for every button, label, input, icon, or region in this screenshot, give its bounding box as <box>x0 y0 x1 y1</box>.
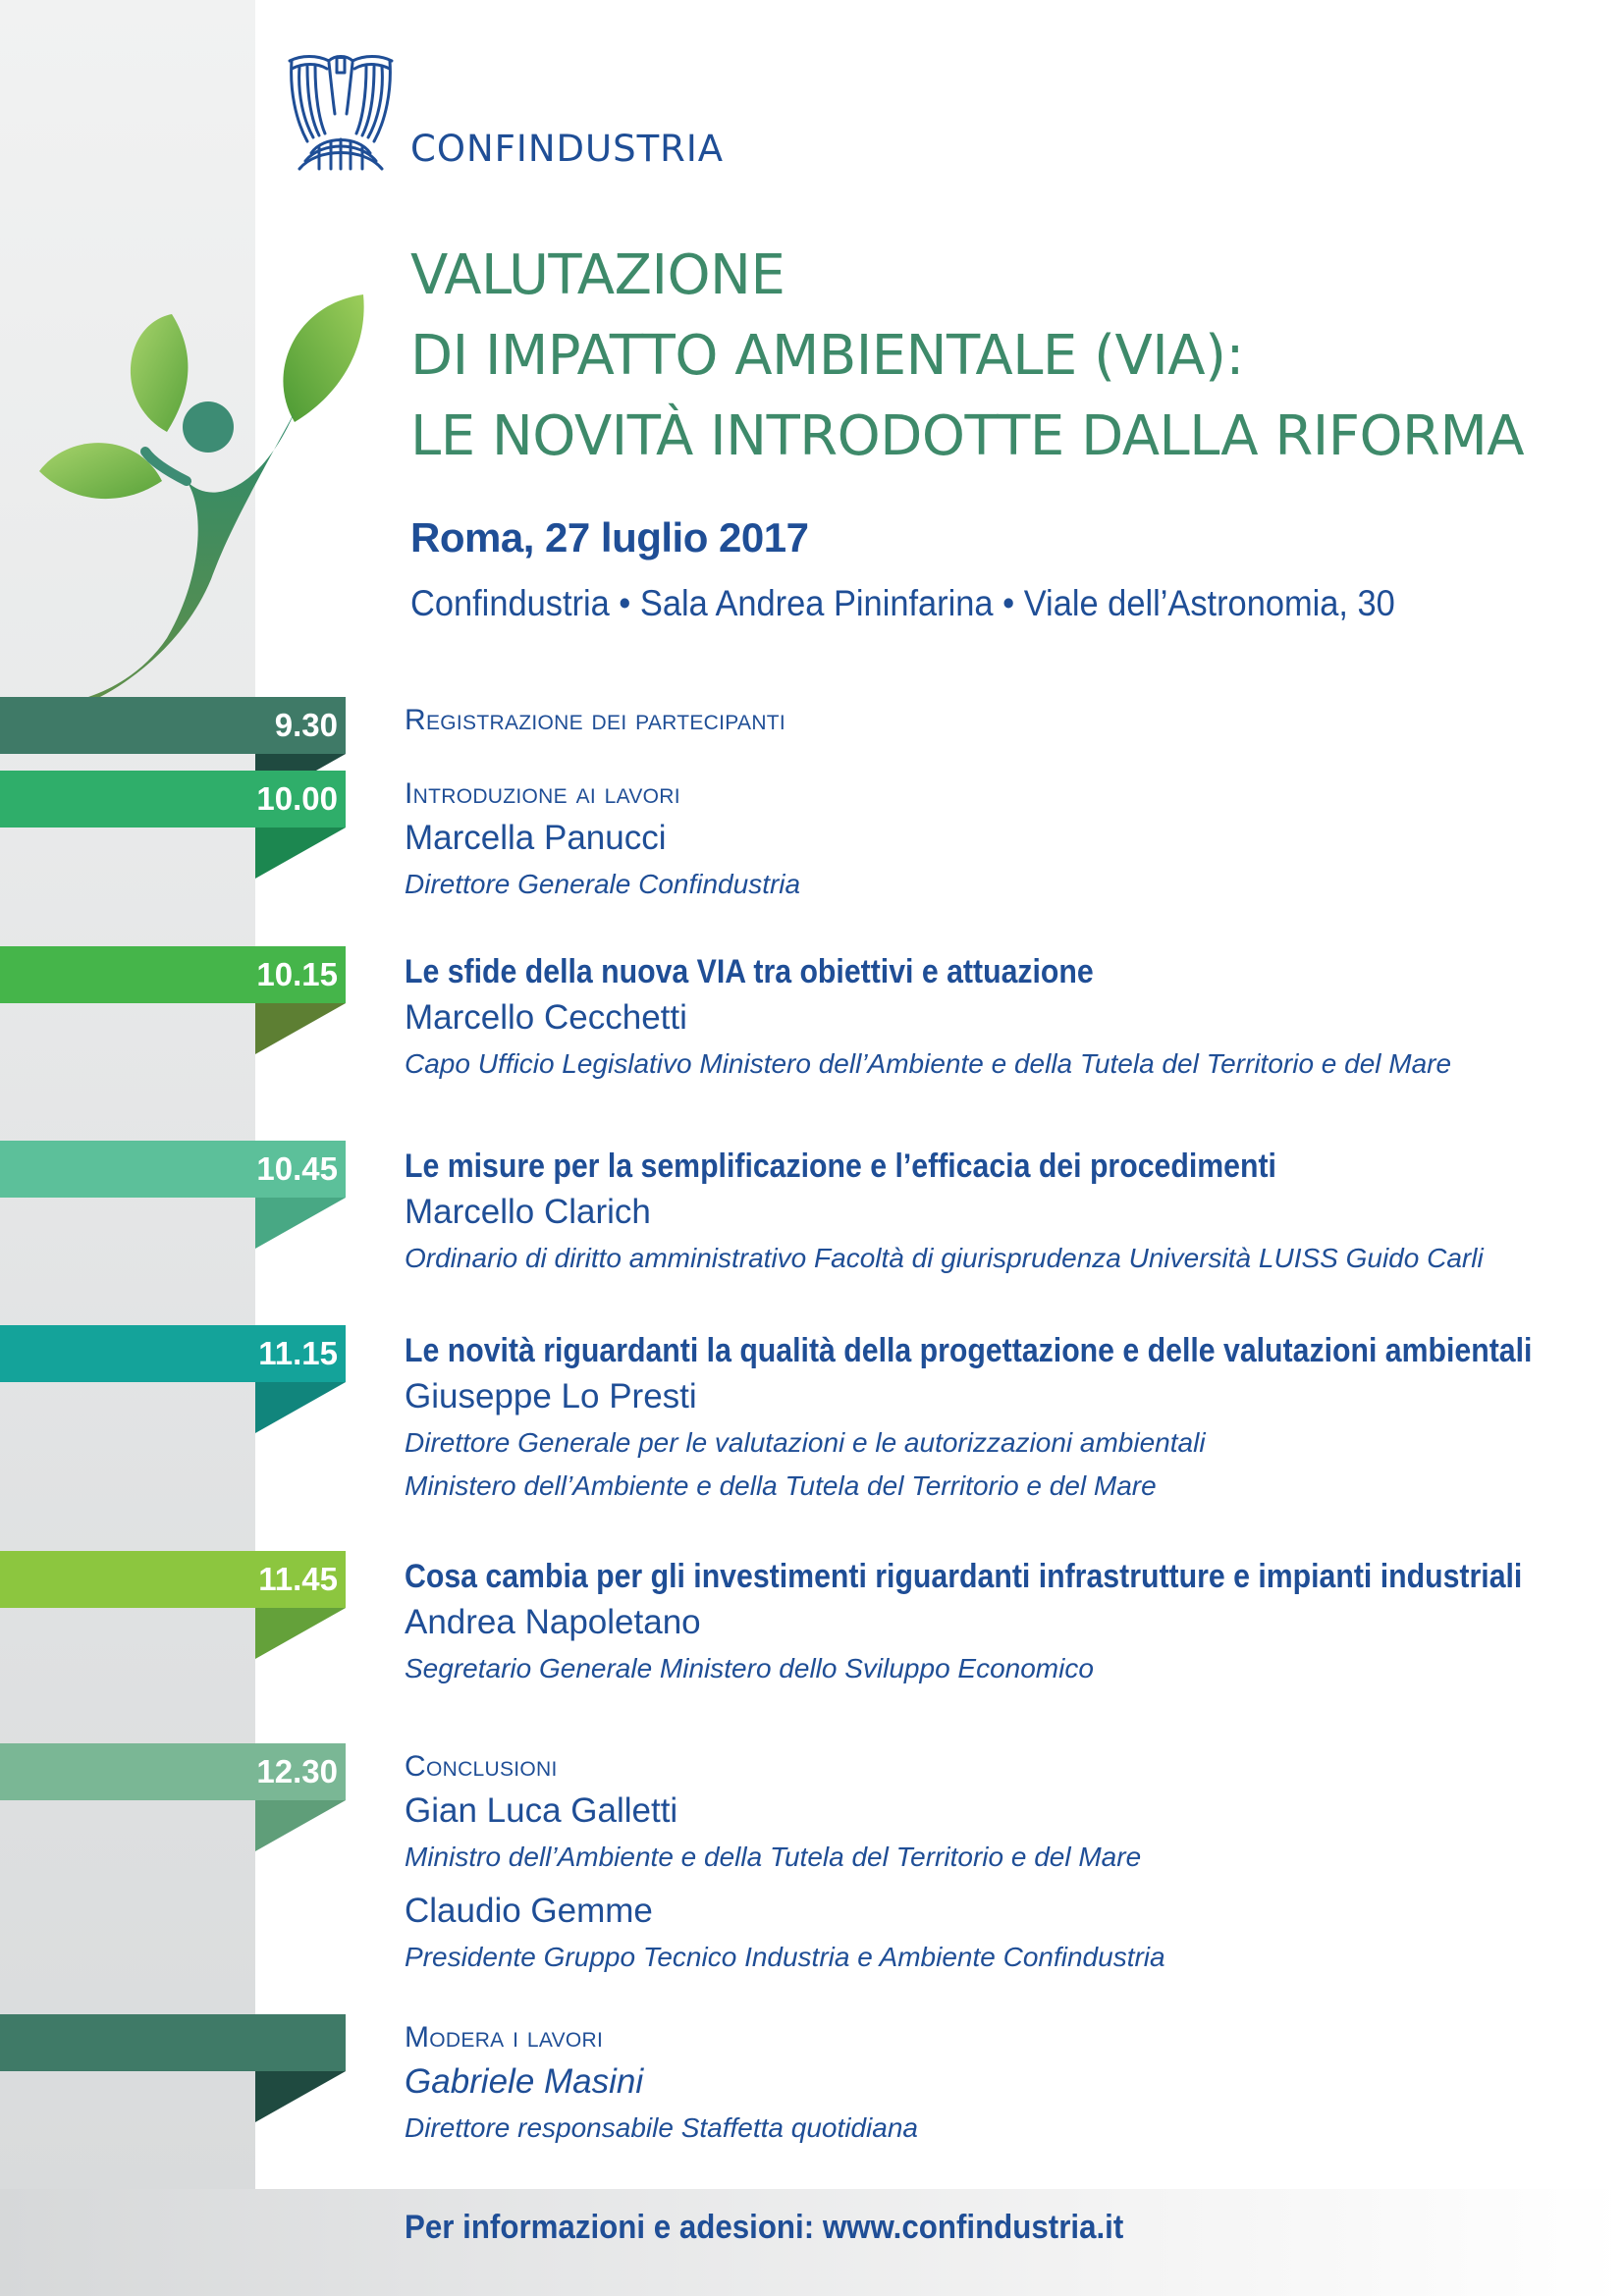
ribbon-fold <box>255 1608 346 1659</box>
slot-label: Introduzione ai lavori <box>405 777 680 810</box>
time-label: 12.30 <box>256 1753 338 1789</box>
program-slot <box>405 1145 1602 1280</box>
speaker-role: Direttore Generale Confindustria <box>405 869 801 899</box>
footer-info: Per informazioni e adesioni: www.confindustria.it <box>405 2209 1124 2246</box>
time-bar <box>0 1141 346 1198</box>
program-slot <box>405 1555 1602 1690</box>
speaker-name: Claudio Gemme <box>405 1892 653 1930</box>
event-venue: Confindustria • Sala Andrea Pininfarina • Viale dell’Astronomia, 30 <box>410 583 1395 623</box>
event-date: Roma, 27 luglio 2017 <box>410 514 809 561</box>
speaker-role: Direttore responsabile Staffetta quotidiana <box>405 2112 918 2143</box>
time-label: 10.00 <box>256 780 338 817</box>
ribbon-fold <box>255 1003 346 1054</box>
speaker-role: Ministro dell’Ambiente e della Tutela del Territorio e del Mare <box>405 1842 1142 1872</box>
program-slot <box>405 950 1602 1086</box>
title-line: DI IMPATTO AMBIENTALE (VIA): <box>410 324 1244 388</box>
eagle-icon <box>282 51 400 177</box>
program-slot <box>405 1329 1602 1508</box>
slot-label: Conclusioni <box>405 1750 558 1783</box>
title-line: VALUTAZIONE <box>410 243 785 307</box>
time-bar <box>0 946 346 1003</box>
program-slot <box>405 701 1602 740</box>
event-title <box>410 236 1589 477</box>
speaker-name: Gabriele Masini <box>405 2062 644 2101</box>
speaker-role: Ordinario di diritto amministrativo Facoltà di giurisprudenza Università LUISS Guido Carli <box>405 1243 1484 1273</box>
ribbon-fold <box>255 1382 346 1433</box>
time-label: 11.45 <box>258 1561 338 1597</box>
time-bar <box>0 1743 346 1800</box>
time-label: 11.15 <box>258 1335 338 1371</box>
ribbon-fold <box>255 1198 346 1249</box>
speaker-name: Gian Luca Galletti <box>405 1791 678 1830</box>
speaker-role: Direttore Generale per le valutazioni e le autorizzazioni ambientali <box>405 1427 1206 1458</box>
speaker-name: Marcella Panucci <box>405 819 667 857</box>
talk-title: Cosa cambia per gli investimenti riguardanti infrastrutture e impianti industriali <box>405 1558 1523 1595</box>
ribbon-fold <box>255 2071 346 2122</box>
talk-title: Le misure per la semplificazione e l’efficacia dei procedimenti <box>405 1148 1276 1185</box>
slot-label: Registrazione dei partecipanti <box>405 704 786 736</box>
speaker-name: Giuseppe Lo Presti <box>405 1377 697 1415</box>
plant-figure-icon <box>29 285 383 697</box>
title-line: LE NOVITÀ INTRODOTTE DALLA RIFORMA <box>410 404 1525 468</box>
time-bar <box>0 2014 346 2071</box>
time-bar <box>0 771 346 828</box>
ribbon-fold <box>255 828 346 879</box>
time-label: 10.15 <box>256 956 338 992</box>
speaker-role: Segretario Generale Ministero dello Sviluppo Economico <box>405 1653 1094 1683</box>
program-slot <box>405 774 1602 906</box>
speaker-role: Ministero dell’Ambiente e della Tutela del Territorio e del Mare <box>405 1470 1157 1501</box>
time-bar <box>0 1325 346 1382</box>
speaker-name: Marcello Clarich <box>405 1193 651 1231</box>
program-slot <box>405 2018 1602 2150</box>
time-bar <box>0 1551 346 1608</box>
spacer <box>405 1879 1602 1887</box>
slot-label: Modera i lavori <box>405 2021 604 2054</box>
speaker-name: Marcello Cecchetti <box>405 998 687 1037</box>
speaker-role: Capo Ufficio Legislativo Ministero dell’Ambiente e della Tutela del Territorio e del Mare <box>405 1048 1452 1079</box>
talk-title: Le sfide della nuova VIA tra obiettivi e attuazione <box>405 953 1094 990</box>
program-slot <box>405 1747 1602 1979</box>
time-label: 10.45 <box>256 1150 338 1187</box>
speaker-name: Andrea Napoletano <box>405 1603 701 1641</box>
brand-name: CONFINDUSTRIA <box>410 128 725 170</box>
ribbon-fold <box>255 1800 346 1851</box>
talk-title: Le novità riguardanti la qualità della progettazione e delle valutazioni ambientali <box>405 1332 1533 1369</box>
time-label: 9.30 <box>274 707 338 743</box>
speaker-role: Presidente Gruppo Tecnico Industria e Ambiente Confindustria <box>405 1942 1165 1972</box>
time-bar <box>0 697 346 754</box>
